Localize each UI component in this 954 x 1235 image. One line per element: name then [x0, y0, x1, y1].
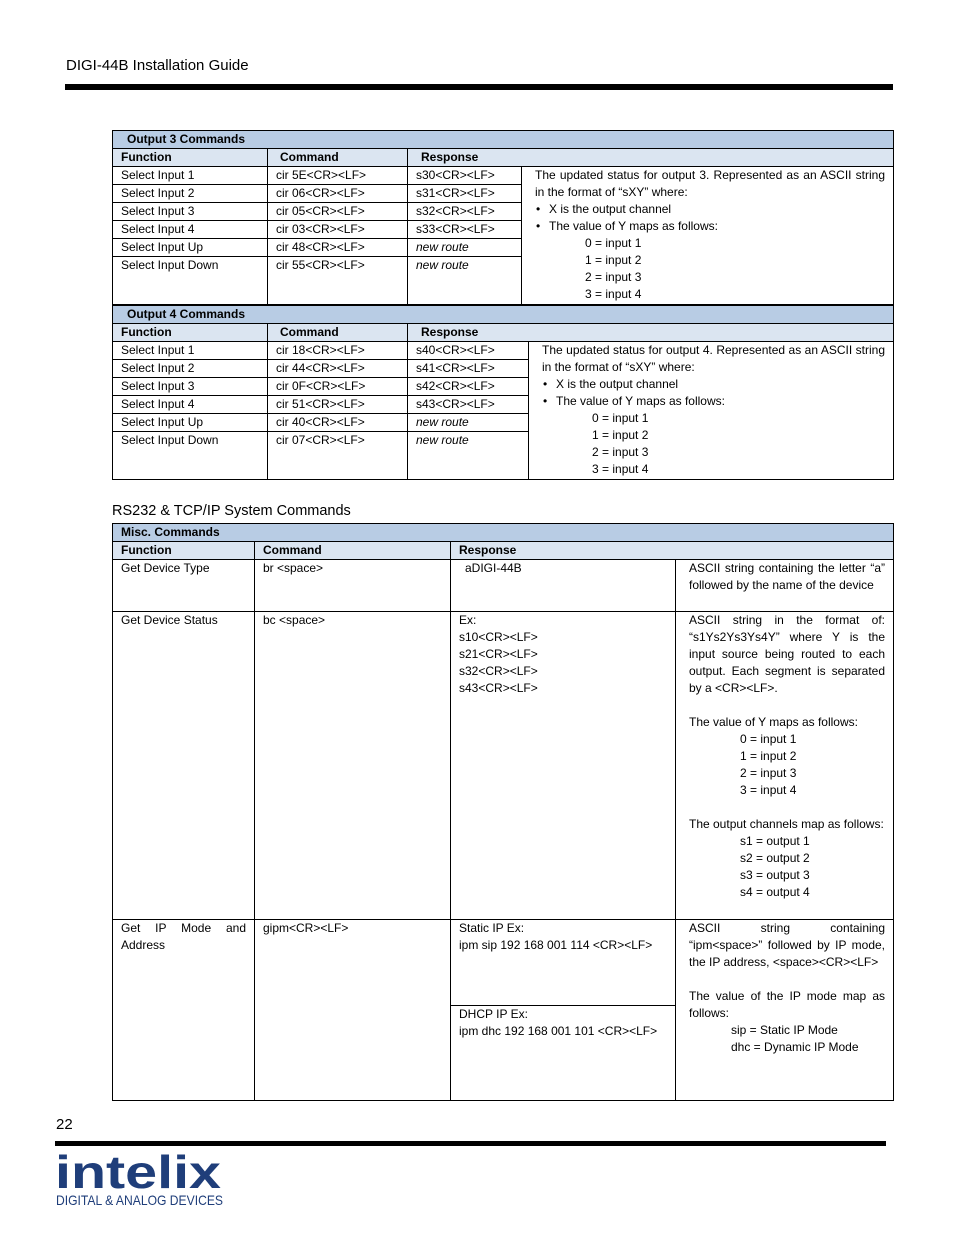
- response-cell: s33<CR><LF>: [408, 221, 522, 239]
- response-description: [522, 167, 894, 305]
- map-item: 2 = input 3: [740, 766, 797, 780]
- command-cell: cir 0F<CR><LF>: [268, 378, 408, 396]
- response-description: [676, 612, 894, 920]
- command-cell: cir 55<CR><LF>: [268, 257, 408, 305]
- command-cell: cir 07<CR><LF>: [268, 432, 408, 480]
- command-cell: cir 06<CR><LF>: [268, 185, 408, 203]
- response-line: s43<CR><LF>: [459, 681, 538, 695]
- dhcp-ip-value: ipm dhc 192 168 001 101 <CR><LF>: [459, 1024, 658, 1038]
- table-title: Misc. Commands: [113, 524, 894, 542]
- command-cell: cir 44<CR><LF>: [268, 360, 408, 378]
- response-cell: s31<CR><LF>: [408, 185, 522, 203]
- map-item: s4 = output 4: [740, 885, 810, 899]
- logo-brand: intelix: [55, 1146, 222, 1198]
- response-cell: s32<CR><LF>: [408, 203, 522, 221]
- table-row: [113, 167, 894, 185]
- bullet-item: • X is the output channel: [535, 201, 885, 218]
- response-cell: new route: [408, 432, 529, 480]
- description-intro: ASCII string in the format of: “s1Ys2Ys3Ys4Y” where Y is the input source being routed to each output. Each segment is separated by a <CR><LF>.: [689, 613, 886, 695]
- response-cell: [451, 920, 676, 1101]
- description-intro: The updated status for output 3. Represented as an ASCII string in the format of “sXY” where:: [535, 168, 886, 199]
- bullet-item: • The value of Y maps as follows:: [542, 393, 885, 410]
- function-cell: Select Input Down: [113, 432, 268, 480]
- response-line: s21<CR><LF>: [459, 647, 538, 661]
- command-cell: cir 5E<CR><LF>: [268, 167, 408, 185]
- map-item: s3 = output 3: [740, 868, 810, 882]
- table-row: [113, 920, 894, 1101]
- function-cell: Select Input 2: [113, 360, 268, 378]
- description-intro: ASCII string containing “ipm<space>” followed by IP mode, the IP address, <space><CR><LF>: [689, 921, 886, 969]
- column-header-function: Function: [113, 149, 268, 167]
- function-cell: Select Input 2: [113, 185, 268, 203]
- table-row: [113, 560, 894, 612]
- function-cell: Get IP Mode and Address: [113, 920, 255, 1101]
- logo-tagline: DIGITAL & ANALOG DEVICES: [56, 1192, 223, 1208]
- command-cell: cir 51<CR><LF>: [268, 396, 408, 414]
- function-cell: Select Input 1: [113, 342, 268, 360]
- column-header-response: Response: [408, 149, 894, 167]
- header-rule: [65, 84, 893, 90]
- function-cell: Get Device Type: [113, 560, 255, 612]
- column-header-function: Function: [113, 324, 268, 342]
- function-cell: Select Input 4: [113, 221, 268, 239]
- map-item: 0 = input 1: [592, 411, 649, 425]
- map-item: 3 = input 4: [740, 783, 797, 797]
- function-cell: Select Input 3: [113, 203, 268, 221]
- response-cell: new route: [408, 414, 529, 432]
- response-line: Ex:: [459, 613, 477, 627]
- document-title: DIGI-44B Installation Guide: [66, 57, 249, 74]
- response-line: s10<CR><LF>: [459, 630, 538, 644]
- response-cell: new route: [408, 239, 522, 257]
- column-header-command: Command: [255, 542, 451, 560]
- map-item: sip = Static IP Mode: [731, 1023, 838, 1037]
- dhcp-ip-title: DHCP IP Ex:: [459, 1007, 528, 1021]
- command-cell: bc <space>: [255, 612, 451, 920]
- map-item: 0 = input 1: [585, 236, 642, 250]
- command-cell: cir 40<CR><LF>: [268, 414, 408, 432]
- page-number: 22: [56, 1116, 73, 1133]
- map-item: s2 = output 2: [740, 851, 810, 865]
- response-cell: s40<CR><LF>: [408, 342, 529, 360]
- column-header-function: Function: [113, 542, 255, 560]
- output3-commands-table: [112, 130, 894, 305]
- map-item: 1 = input 2: [592, 428, 649, 442]
- response-cell: [451, 612, 676, 920]
- column-header-response: Response: [451, 542, 894, 560]
- map-item: 3 = input 4: [585, 287, 642, 301]
- map-item: s1 = output 1: [740, 834, 810, 848]
- misc-commands-table: [112, 523, 894, 1101]
- response-cell: s42<CR><LF>: [408, 378, 529, 396]
- function-cell: Select Input Down: [113, 257, 268, 305]
- column-header-command: Command: [268, 324, 408, 342]
- map-item: 0 = input 1: [740, 732, 797, 746]
- response-line: s32<CR><LF>: [459, 664, 538, 678]
- bullet-item: • The value of Y maps as follows:: [535, 218, 885, 235]
- static-ip-title: Static IP Ex:: [459, 921, 525, 935]
- map-item: 1 = input 2: [585, 253, 642, 267]
- bullet-item: • X is the output channel: [542, 376, 885, 393]
- command-cell: cir 18<CR><LF>: [268, 342, 408, 360]
- response-cell: s41<CR><LF>: [408, 360, 529, 378]
- map-item: 2 = input 3: [585, 270, 642, 284]
- table-row: [113, 612, 894, 920]
- map-item: 3 = input 4: [592, 462, 649, 476]
- function-cell: Select Input 1: [113, 167, 268, 185]
- map-title: The value of Y maps as follows:: [689, 715, 858, 729]
- column-header-command: Command: [268, 149, 408, 167]
- function-cell: Get Device Status: [113, 612, 255, 920]
- map-item: dhc = Dynamic IP Mode: [731, 1040, 859, 1054]
- intelix-logo: [55, 1146, 225, 1210]
- table-row: [113, 342, 894, 360]
- response-cell: new route: [408, 257, 522, 305]
- map-item: 2 = input 3: [592, 445, 649, 459]
- command-cell: cir 05<CR><LF>: [268, 203, 408, 221]
- response-cell: aDIGI-44B: [451, 560, 676, 612]
- response-description: [676, 920, 894, 1101]
- map-title: The output channels map as follows:: [689, 817, 884, 831]
- command-cell: cir 03<CR><LF>: [268, 221, 408, 239]
- response-cell: s43<CR><LF>: [408, 396, 529, 414]
- response-cell: s30<CR><LF>: [408, 167, 522, 185]
- map-title: The value of the IP mode map as follows:: [689, 989, 886, 1020]
- function-cell: Select Input Up: [113, 239, 268, 257]
- column-header-response: Response: [408, 324, 894, 342]
- section-title: RS232 & TCP/IP System Commands: [112, 503, 351, 519]
- command-cell: cir 48<CR><LF>: [268, 239, 408, 257]
- description-intro: The updated status for output 4. Represented as an ASCII string in the format of “sXY” where:: [542, 343, 886, 374]
- response-description: ASCII string containing the letter “a” followed by the name of the device: [676, 560, 894, 612]
- function-cell: Select Input 4: [113, 396, 268, 414]
- table-title: Output 4 Commands: [113, 306, 894, 324]
- table-title: Output 3 Commands: [113, 131, 894, 149]
- static-ip-value: ipm sip 192 168 001 114 <CR><LF>: [459, 938, 653, 952]
- function-cell: Select Input Up: [113, 414, 268, 432]
- response-description: [529, 342, 894, 480]
- command-cell: br <space>: [255, 560, 451, 612]
- map-item: 1 = input 2: [740, 749, 797, 763]
- function-cell: Select Input 3: [113, 378, 268, 396]
- command-cell: gipm<CR><LF>: [255, 920, 451, 1101]
- output4-commands-table: [112, 305, 894, 480]
